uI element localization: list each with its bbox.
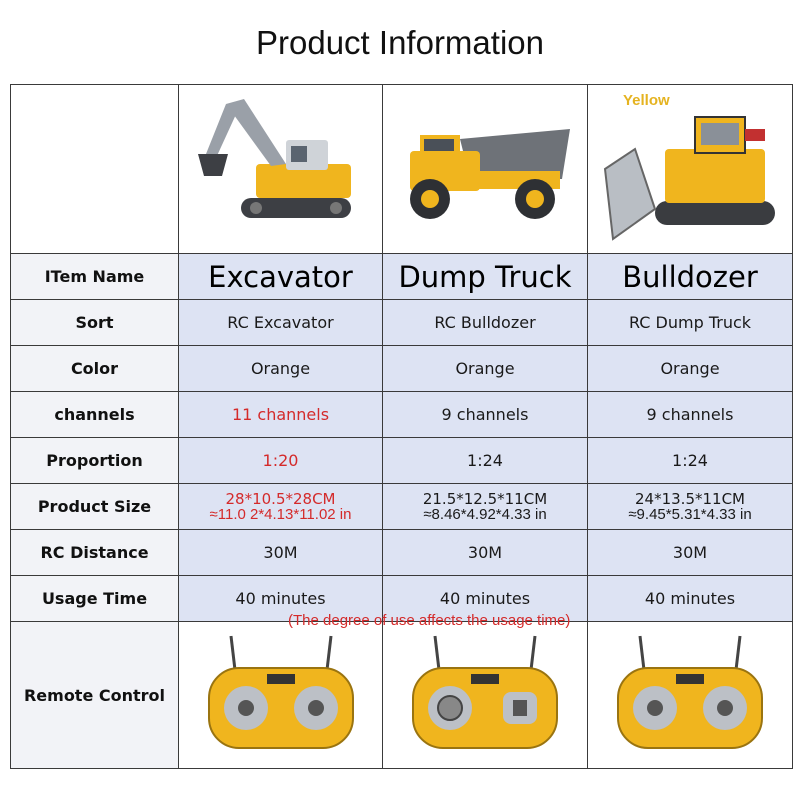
color-value-3: Orange — [588, 346, 793, 392]
item-name-bulldozer: Bulldozer — [588, 254, 793, 300]
sort-label: Sort — [11, 300, 179, 346]
usage-time-value-2: 40 minutes — [383, 576, 588, 622]
proportion-label: Proportion — [11, 438, 179, 484]
product-size-value-3 — [588, 484, 793, 530]
proportion-value-3: 1:24 — [588, 438, 793, 484]
proportion-value-2: 1:24 — [383, 438, 588, 484]
remote-control-image-2 — [383, 622, 588, 769]
remote-control-image-3 — [588, 622, 793, 769]
rc-distance-label: RC Distance — [11, 530, 179, 576]
remote-control-label: Remote Control — [11, 622, 179, 769]
product-size-value-1 — [179, 484, 383, 530]
page-title: Product Information — [256, 24, 544, 61]
product-info-table — [10, 84, 793, 769]
item-name-row — [11, 254, 793, 300]
color-value-1: Orange — [179, 346, 383, 392]
channels-value-2: 9 channels — [383, 392, 588, 438]
color-row — [11, 346, 793, 392]
usage-time-value-3: 40 minutes — [588, 576, 793, 622]
usage-time-note: (The degree of use affects the usage time) — [288, 612, 571, 629]
channels-value-3: 9 channels — [588, 392, 793, 438]
size-cm-2: 21.5*12.5*11CM — [422, 489, 548, 508]
color-value-2: Orange — [383, 346, 588, 392]
size-inch-2: ≈8.46*4.92*4.33 in — [423, 505, 547, 523]
product-size-row — [11, 484, 793, 530]
bulldozer-image — [588, 85, 793, 254]
image-row — [11, 85, 793, 254]
product-size-label: Product Size — [11, 484, 179, 530]
sort-value-3: RC Dump Truck — [588, 300, 793, 346]
excavator-image — [179, 85, 383, 254]
item-name-label: ITem Name — [11, 254, 179, 300]
dump-truck-image — [383, 85, 588, 254]
size-cm-1: 28*10.5*28CM — [225, 489, 336, 508]
usage-time-value-1: 40 minutes — [179, 576, 383, 622]
proportion-row — [11, 438, 793, 484]
remote-control-row — [11, 622, 793, 769]
usage-time-label: Usage Time — [11, 576, 179, 622]
proportion-value-1: 1:20 — [179, 438, 383, 484]
sort-value-2: RC Bulldozer — [383, 300, 588, 346]
rc-distance-value-3: 30M — [588, 530, 793, 576]
yellow-tag: Yellow — [623, 92, 670, 109]
rc-distance-row — [11, 530, 793, 576]
sort-row — [11, 300, 793, 346]
channels-row — [11, 392, 793, 438]
rc-distance-value-2: 30M — [383, 530, 588, 576]
color-label: Color — [11, 346, 179, 392]
size-cm-3: 24*13.5*11CM — [635, 489, 745, 508]
item-name-excavator: Excavator — [179, 254, 383, 300]
remote-control-image-1 — [179, 622, 383, 769]
empty-corner-cell — [11, 85, 179, 254]
size-inch-3: ≈9.45*5.31*4.33 in — [628, 505, 752, 523]
item-name-dump-truck: Dump Truck — [383, 254, 588, 300]
channels-value-1: 11 channels — [179, 392, 383, 438]
size-inch-1: ≈11.0 2*4.13*11.02 in — [209, 505, 352, 523]
channels-label: channels — [11, 392, 179, 438]
sort-value-1: RC Excavator — [179, 300, 383, 346]
rc-distance-value-1: 30M — [179, 530, 383, 576]
product-size-value-2 — [383, 484, 588, 530]
